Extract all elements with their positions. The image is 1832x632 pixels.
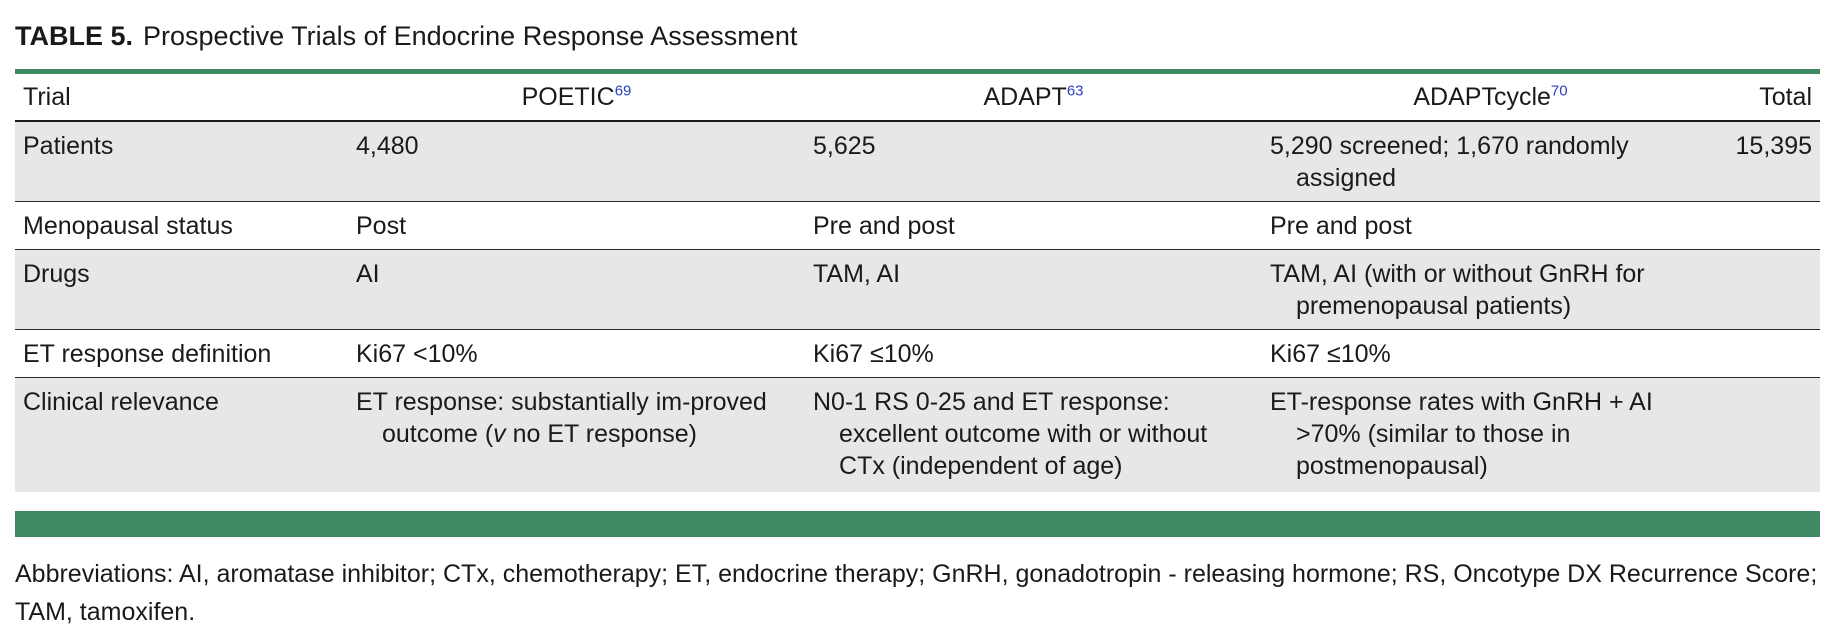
cell-adaptcycle: ET-response rates with GnRH + AI >70% (similar to those in postmenopausal) [1262,378,1719,493]
cell-poetic: AI [348,250,805,330]
cell-adapt: Ki67 ≤10% [805,330,1262,378]
italic-v: v [493,420,506,448]
cell-total [1719,250,1820,330]
row-label: Clinical relevance [15,378,348,493]
header-poetic: POETIC$^{69}$ [348,74,805,121]
table-header-row [15,74,1820,121]
header-total: Total [1719,74,1820,121]
table-caption: Prospective Trials of Endocrine Response Assessment [143,21,798,51]
table-row-et-response-definition [15,330,1820,378]
header-adapt: ADAPT$^{63}$ [805,74,1262,121]
table-title [15,18,797,54]
cell-total: 15,395 [1719,121,1820,202]
abbreviations-footnote: Abbreviations: AI, aromatase inhibitor; CTx, chemotherapy; ET, endocrine therapy; GnRH, gonadotropin - releasing hormone; RS, Oncotype DX Recurrence Score; TAM, tamoxifen. [15,560,1818,626]
table-row-drugs [15,250,1820,330]
table-row-menopausal-status [15,202,1820,250]
row-label: Patients [15,121,348,202]
row-label: ET response definition [15,330,348,378]
cell-poetic: 4,480 [348,121,805,202]
cell-adapt: TAM, AI [805,250,1262,330]
header-trial: Trial [15,74,348,121]
row-label: Menopausal status [15,202,348,250]
cell-adaptcycle: TAM, AI (with or without GnRH for premenopausal patients) [1262,250,1719,330]
ref-link-63[interactable]: 63 [1066,82,1084,100]
cell-adapt: Pre and post [805,202,1262,250]
cell-total [1719,202,1820,250]
header-adaptcycle: ADAPTcycle$^{70}$ [1262,74,1719,121]
cell-total [1719,378,1820,493]
cell-total [1719,330,1820,378]
row-label: Drugs [15,250,348,330]
ref-link-69[interactable]: 69 [614,82,632,100]
cell-adaptcycle: 5,290 screened; 1,670 randomly assigned [1262,121,1719,202]
ref-link-70[interactable]: 70 [1550,82,1568,100]
cell-poetic: Ki67 <10% [348,330,805,378]
table-row-patients [15,121,1820,202]
trials-table [15,74,1820,492]
table-number: TABLE 5. [15,21,134,51]
cell-adaptcycle: Pre and post [1262,202,1719,250]
table-row-clinical-relevance [15,378,1820,493]
cell-poetic: Post [348,202,805,250]
cell-poetic: ET response: substantially im-proved outcome (v no ET response) [348,378,805,493]
table-bottom-rule [15,511,1820,537]
cell-adapt: N0-1 RS 0-25 and ET response: excellent outcome with or without CTx (independent of age) [805,378,1262,493]
cell-adapt: 5,625 [805,121,1262,202]
cell-adaptcycle: Ki67 ≤10% [1262,330,1719,378]
